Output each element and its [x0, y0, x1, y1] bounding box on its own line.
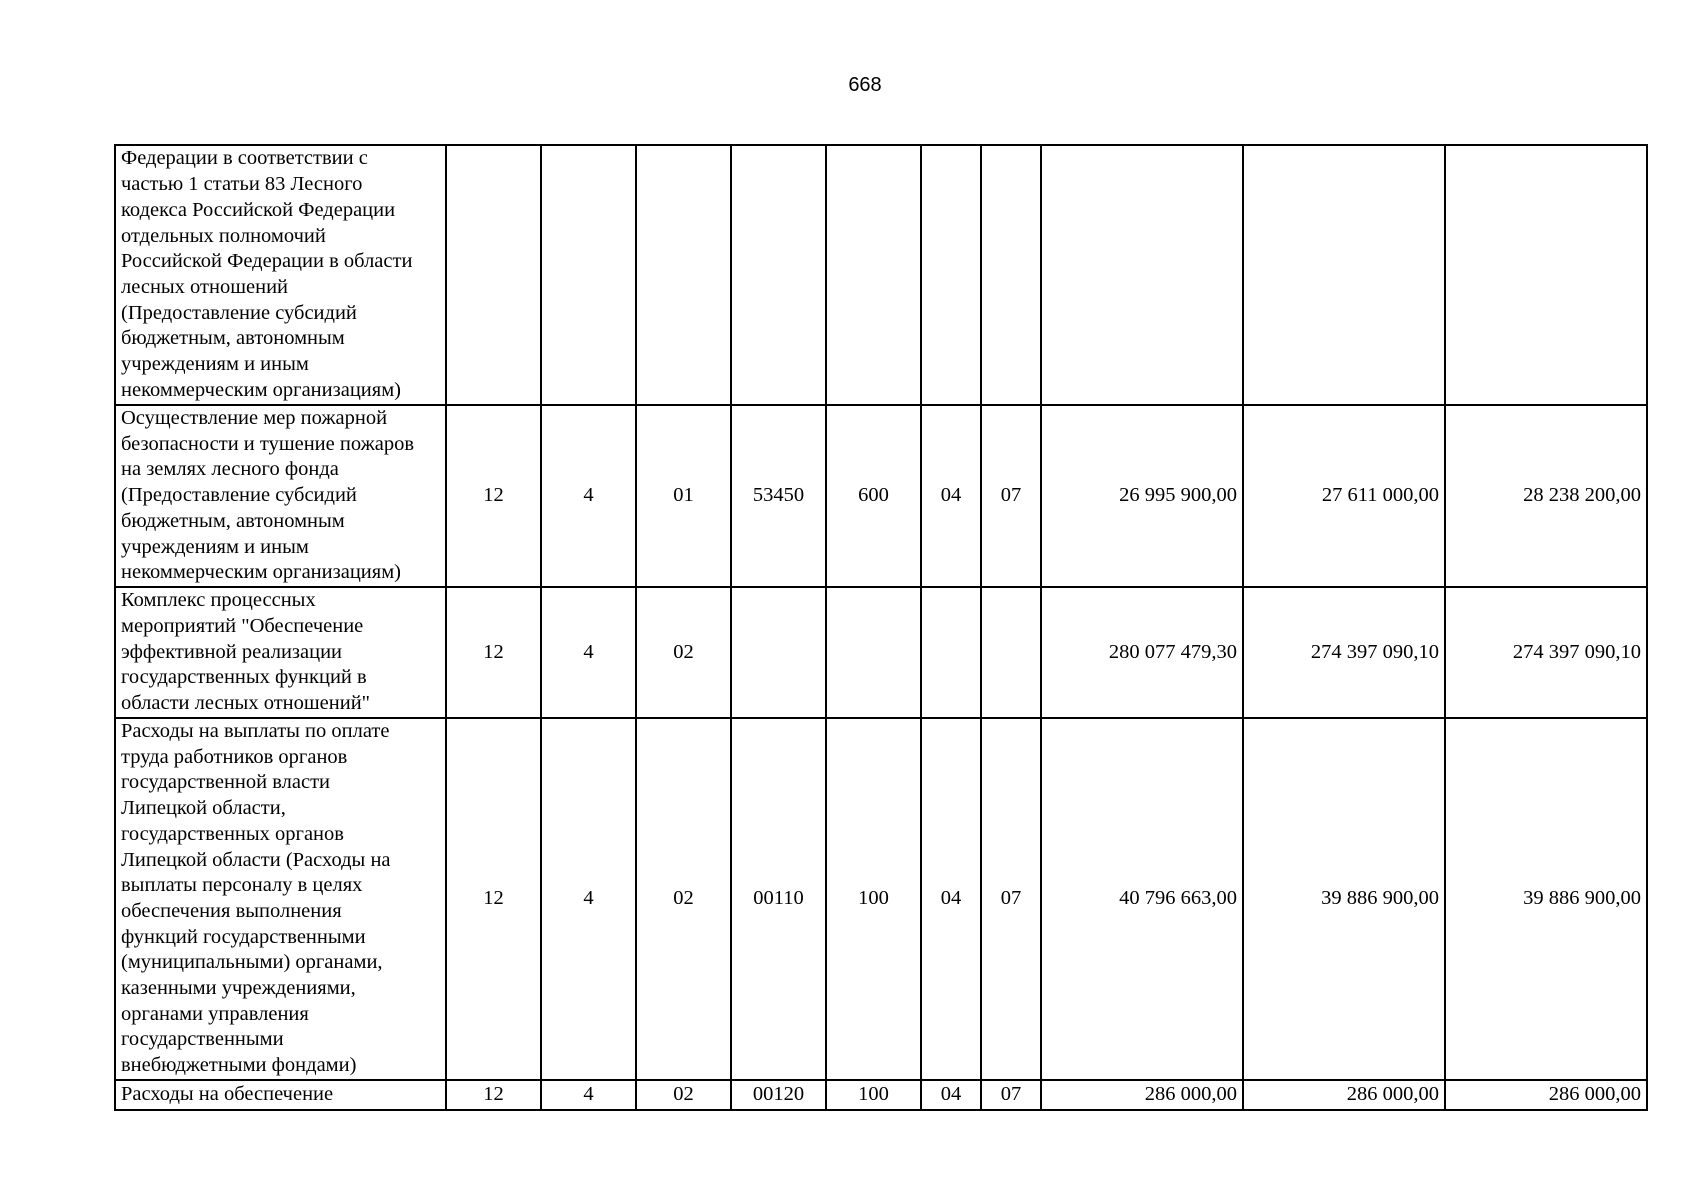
- row-description: Комплекс процессных мероприятий "Обеспечение эффективной реализации государственных функций в области лесных отношений": [115, 587, 446, 718]
- cell-subprogram: 4: [541, 718, 636, 1080]
- cell-program: 12: [446, 405, 541, 587]
- cell-amount-year2: 27 611 000,00: [1243, 405, 1445, 587]
- row-description: Расходы на обеспечение: [115, 1080, 446, 1110]
- cell-direction: [731, 587, 826, 718]
- cell-direction: 00120: [731, 1080, 826, 1110]
- cell-activity: [636, 145, 731, 405]
- table-row: [115, 587, 1647, 718]
- cell-amount-year3: 39 886 900,00: [1445, 718, 1647, 1080]
- cell-amount-year3: [1445, 145, 1647, 405]
- cell-amount-year1: 280 077 479,30: [1041, 587, 1243, 718]
- cell-expense-type: [826, 145, 921, 405]
- cell-subprogram: [541, 145, 636, 405]
- cell-amount-year1: [1041, 145, 1243, 405]
- cell-program: 12: [446, 587, 541, 718]
- row-description: Федерации в соответствии с частью 1 статьи 83 Лесного кодекса Российской Федерации отдельных полномочий Российской Федерации в области лесных отношений (Предоставление субсидий бюджетным, автономным учреждениям и иным некоммерческим организациям): [115, 145, 446, 405]
- row-description: Осуществление мер пожарной безопасности и тушение пожаров на землях лесного фонда (Предоставление субсидий бюджетным, автономным учреждениям и иным некоммерческим организациям): [115, 405, 446, 587]
- cell-direction: [731, 145, 826, 405]
- cell-amount-year2: [1243, 145, 1445, 405]
- cell-section: [921, 587, 981, 718]
- cell-subsection: [981, 587, 1041, 718]
- cell-subprogram: 4: [541, 1080, 636, 1110]
- cell-activity: 02: [636, 718, 731, 1080]
- cell-expense-type: 100: [826, 718, 921, 1080]
- cell-section: 04: [921, 1080, 981, 1110]
- budget-table-body: [115, 145, 1647, 1110]
- cell-amount-year1: 40 796 663,00: [1041, 718, 1243, 1080]
- cell-direction: 53450: [731, 405, 826, 587]
- cell-amount-year3: 286 000,00: [1445, 1080, 1647, 1110]
- cell-expense-type: [826, 587, 921, 718]
- cell-subprogram: 4: [541, 405, 636, 587]
- cell-amount-year2: 286 000,00: [1243, 1080, 1445, 1110]
- table-row: [115, 145, 1647, 405]
- cell-program: 12: [446, 718, 541, 1080]
- row-description: Расходы на выплаты по оплате труда работников органов государственной власти Липецкой области, государственных органов Липецкой области (Расходы на выплаты персоналу в целях обеспечения выполнения функций государственными (муниципальными) органами, казенными учреждениями, органами управления государственными внебюджетными фондами): [115, 718, 446, 1080]
- page-number: 668: [848, 74, 882, 96]
- cell-expense-type: 600: [826, 405, 921, 587]
- cell-activity: 01: [636, 405, 731, 587]
- cell-subsection: 07: [981, 718, 1041, 1080]
- cell-section: [921, 145, 981, 405]
- cell-section: 04: [921, 718, 981, 1080]
- cell-amount-year3: 274 397 090,10: [1445, 587, 1647, 718]
- cell-subsection: 07: [981, 405, 1041, 587]
- cell-subsection: [981, 145, 1041, 405]
- cell-section: 04: [921, 405, 981, 587]
- table-row: [115, 718, 1647, 1080]
- cell-program: 12: [446, 1080, 541, 1110]
- cell-amount-year3: 28 238 200,00: [1445, 405, 1647, 587]
- cell-subsection: 07: [981, 1080, 1041, 1110]
- table-row: [115, 405, 1647, 587]
- cell-subprogram: 4: [541, 587, 636, 718]
- budget-table: [114, 144, 1648, 1111]
- cell-amount-year1: 286 000,00: [1041, 1080, 1243, 1110]
- cell-amount-year1: 26 995 900,00: [1041, 405, 1243, 587]
- cell-expense-type: 100: [826, 1080, 921, 1110]
- table-row: [115, 1080, 1647, 1110]
- cell-activity: 02: [636, 587, 731, 718]
- cell-activity: 02: [636, 1080, 731, 1110]
- cell-direction: 00110: [731, 718, 826, 1080]
- cell-program: [446, 145, 541, 405]
- cell-amount-year2: 274 397 090,10: [1243, 587, 1445, 718]
- cell-amount-year2: 39 886 900,00: [1243, 718, 1445, 1080]
